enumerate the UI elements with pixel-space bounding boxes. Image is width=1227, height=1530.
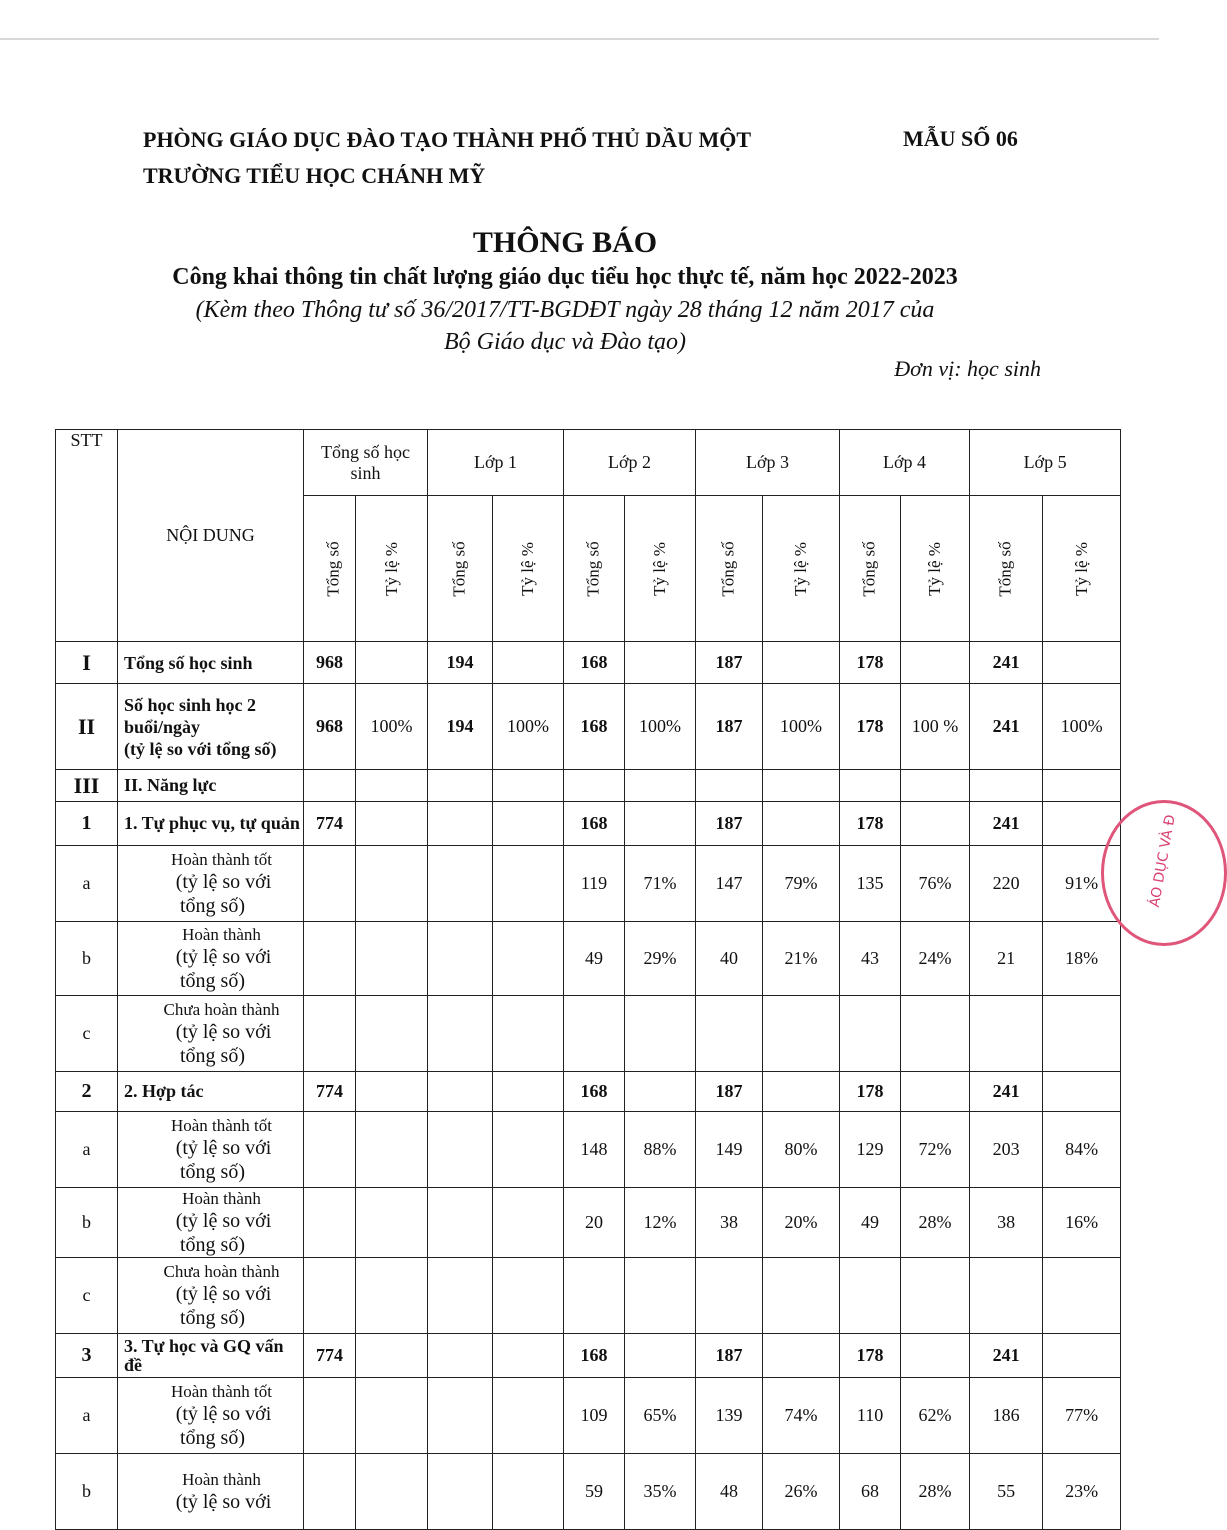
row-label-line: Số học sinh học 2 buổi/ngày [124, 694, 257, 737]
total-cell: 186 [970, 1378, 1043, 1454]
document-header [143, 122, 751, 194]
rate-cell: 28% [901, 1454, 970, 1530]
rate-cell [625, 802, 696, 846]
row-stt: II [56, 684, 118, 770]
rate-cell [493, 1378, 564, 1454]
rate-cell [493, 996, 564, 1072]
total-cell: 49 [564, 922, 625, 996]
rate-cell [356, 996, 428, 1072]
rate-cell [763, 996, 840, 1072]
total-cell: 168 [564, 802, 625, 846]
empty-cell [493, 770, 564, 802]
total-cell: 187 [696, 1334, 763, 1378]
rate-cell [356, 922, 428, 996]
sub-criterion-label [118, 996, 304, 1072]
sub-criterion-label [118, 1454, 304, 1530]
subheader-total-cell: Tổng số [696, 496, 763, 642]
rate-cell: 84% [1043, 1112, 1121, 1188]
row-stt: a [56, 1112, 118, 1188]
sub-label-line: tổng số) [180, 1306, 245, 1329]
total-cell: 194 [428, 642, 493, 684]
row-stt: b [56, 922, 118, 996]
empty-cell [901, 770, 970, 802]
table-row [56, 922, 1121, 996]
sub-label-line: Chưa hoàn thành [163, 1261, 280, 1281]
total-cell: 168 [564, 1072, 625, 1112]
row-label-line: (tỷ lệ so với tổng số) [124, 738, 277, 759]
empty-cell [304, 770, 356, 802]
total-cell: 968 [304, 684, 356, 770]
table-row [56, 1334, 1121, 1378]
sub-label-line: (tỷ lệ so với [175, 1490, 272, 1513]
row-stt: a [56, 846, 118, 922]
rate-cell: 12% [625, 1188, 696, 1258]
rate-cell [625, 1334, 696, 1378]
header-group-total: Tổng số học sinh [304, 430, 428, 496]
rate-cell: 20% [763, 1188, 840, 1258]
total-cell: 139 [696, 1378, 763, 1454]
rate-cell [356, 1454, 428, 1530]
sub-label-line: (tỷ lệ so với [175, 1136, 272, 1159]
row-stt: c [56, 1258, 118, 1334]
sub-criterion-label [118, 1112, 304, 1188]
sub-label-line: (tỷ lệ so với [175, 1282, 272, 1305]
rate-cell [493, 1454, 564, 1530]
total-cell: 109 [564, 1378, 625, 1454]
total-cell [564, 1258, 625, 1334]
rate-cell: 24% [901, 922, 970, 996]
subheader-rate-cell: Tỷ lệ % [625, 496, 696, 642]
total-cell: 774 [304, 802, 356, 846]
total-cell: 149 [696, 1112, 763, 1188]
empty-cell [1043, 770, 1121, 802]
rate-cell [763, 1258, 840, 1334]
rate-cell [901, 802, 970, 846]
total-cell: 129 [840, 1112, 901, 1188]
rate-cell [1043, 1072, 1121, 1112]
rate-cell [901, 996, 970, 1072]
rate-cell [763, 642, 840, 684]
total-cell [304, 1188, 356, 1258]
empty-cell [428, 770, 493, 802]
note-line-2: Bộ Giáo dục và Đào tạo) [444, 329, 686, 355]
total-cell: 55 [970, 1454, 1043, 1530]
sub-label-line: tổng số) [180, 1233, 245, 1256]
total-cell: 110 [840, 1378, 901, 1454]
total-cell: 178 [840, 684, 901, 770]
total-cell: 187 [696, 642, 763, 684]
rate-cell [493, 802, 564, 846]
total-cell: 38 [970, 1188, 1043, 1258]
total-cell: 178 [840, 1072, 901, 1112]
sub-criterion-label [118, 1378, 304, 1454]
rate-cell: 100% [493, 684, 564, 770]
sub-criterion-label [118, 922, 304, 996]
total-cell: 43 [840, 922, 901, 996]
subheader-total-cell: Tổng số [840, 496, 901, 642]
rate-cell [1043, 642, 1121, 684]
rate-cell: 21% [763, 922, 840, 996]
rate-cell [763, 1334, 840, 1378]
rate-cell: 77% [1043, 1378, 1121, 1454]
table-row [56, 642, 1121, 684]
sub-label-line: tổng số) [180, 894, 245, 917]
rate-cell [901, 642, 970, 684]
subheader-total-cell: Tổng số [970, 496, 1043, 642]
scan-edge-line [0, 38, 1159, 40]
total-cell [696, 1258, 763, 1334]
header-group-grade-2: Lớp 2 [564, 430, 696, 496]
school-name: TRƯỜNG TIỂU HỌC CHÁNH MỸ [143, 163, 486, 188]
rate-cell [625, 996, 696, 1072]
row-stt: III [56, 770, 118, 802]
total-cell [970, 996, 1043, 1072]
subheader-total-cell: Tổng số [564, 496, 625, 642]
total-cell [428, 1072, 493, 1112]
subheader-rate-cell: Tỷ lệ % [493, 496, 564, 642]
sub-label-line: Hoàn thành tốt [170, 849, 273, 869]
rate-cell: 91% [1043, 846, 1121, 922]
total-cell: 968 [304, 642, 356, 684]
total-cell: 21 [970, 922, 1043, 996]
total-cell [304, 1378, 356, 1454]
total-cell [304, 922, 356, 996]
rate-cell [901, 1072, 970, 1112]
rate-cell: 72% [901, 1112, 970, 1188]
total-cell: 774 [304, 1334, 356, 1378]
total-cell: 178 [840, 802, 901, 846]
rate-cell: 62% [901, 1378, 970, 1454]
rate-cell [493, 1112, 564, 1188]
row-stt: 1 [56, 802, 118, 846]
row-stt: 2 [56, 1072, 118, 1112]
empty-cell [763, 770, 840, 802]
total-cell [304, 1454, 356, 1530]
rate-cell [356, 1112, 428, 1188]
header-content: NỘI DUNG [118, 430, 304, 642]
official-stamp [1101, 800, 1227, 946]
table-row [56, 1378, 1121, 1454]
total-cell [564, 996, 625, 1072]
rate-cell: 35% [625, 1454, 696, 1530]
total-cell: 187 [696, 1072, 763, 1112]
subheader-rate-cell: Tỷ lệ % [356, 496, 428, 642]
rate-cell [493, 1334, 564, 1378]
rate-cell [356, 1378, 428, 1454]
rate-cell [1043, 996, 1121, 1072]
total-cell: 168 [564, 642, 625, 684]
total-cell: 241 [970, 802, 1043, 846]
row-stt: I [56, 642, 118, 684]
empty-cell [840, 770, 901, 802]
total-cell: 241 [970, 684, 1043, 770]
total-cell: 59 [564, 1454, 625, 1530]
total-cell: 241 [970, 1334, 1043, 1378]
subheader-total-cell: Tổng số [428, 496, 493, 642]
rate-cell [356, 846, 428, 922]
total-cell [304, 846, 356, 922]
table-row [56, 770, 1121, 802]
rate-cell [356, 802, 428, 846]
rate-cell: 65% [625, 1378, 696, 1454]
rate-cell [356, 1188, 428, 1258]
rate-cell [493, 1188, 564, 1258]
total-cell [840, 1258, 901, 1334]
header-group-grade-4: Lớp 4 [840, 430, 970, 496]
total-cell: 147 [696, 846, 763, 922]
empty-cell [564, 770, 625, 802]
total-cell: 203 [970, 1112, 1043, 1188]
rate-cell [625, 642, 696, 684]
total-cell [428, 1112, 493, 1188]
empty-cell [625, 770, 696, 802]
total-cell: 187 [696, 802, 763, 846]
rate-cell [356, 642, 428, 684]
rate-cell: 23% [1043, 1454, 1121, 1530]
form-number: MẪU SỐ 06 [903, 126, 1018, 151]
total-cell [428, 1454, 493, 1530]
rate-cell: 16% [1043, 1188, 1121, 1258]
total-cell: 241 [970, 642, 1043, 684]
table-row [56, 1188, 1121, 1258]
total-cell: 168 [564, 684, 625, 770]
table-row [56, 1258, 1121, 1334]
sub-criterion-label [118, 1188, 304, 1258]
row-stt: b [56, 1454, 118, 1530]
rate-cell: 79% [763, 846, 840, 922]
rate-cell [625, 1258, 696, 1334]
total-cell [304, 1112, 356, 1188]
rate-cell [493, 1258, 564, 1334]
rate-cell: 28% [901, 1188, 970, 1258]
sub-label-line: (tỷ lệ so với [175, 1402, 272, 1425]
total-cell: 48 [696, 1454, 763, 1530]
sub-label-line: Chưa hoàn thành [163, 999, 280, 1019]
total-cell: 119 [564, 846, 625, 922]
subheader-rate-cell: Tỷ lệ % [763, 496, 840, 642]
empty-cell [356, 770, 428, 802]
rate-cell: 18% [1043, 922, 1121, 996]
criterion-label: 2. Hợp tác [118, 1072, 304, 1112]
criterion-label: 1. Tự phục vụ, tự quản [118, 802, 304, 846]
rate-cell: 100% [763, 684, 840, 770]
total-cell [840, 996, 901, 1072]
rate-cell [356, 1334, 428, 1378]
total-cell [428, 996, 493, 1072]
row-stt: a [56, 1378, 118, 1454]
total-cell [304, 1258, 356, 1334]
rate-cell [901, 1334, 970, 1378]
sub-label-line: tổng số) [180, 1160, 245, 1183]
rate-cell [763, 1072, 840, 1112]
sub-label-line: (tỷ lệ so với [175, 945, 272, 968]
row-label [118, 684, 304, 770]
row-label: Tổng số học sinh [118, 642, 304, 684]
total-cell [970, 1258, 1043, 1334]
section-label: II. Năng lực [118, 770, 304, 802]
document-subtitle: Công khai thông tin chất lượng giáo dục tiểu học thực tế, năm học 2022-2023 [172, 264, 958, 290]
total-cell: 220 [970, 846, 1043, 922]
rate-cell [901, 1258, 970, 1334]
total-cell: 241 [970, 1072, 1043, 1112]
rate-cell: 80% [763, 1112, 840, 1188]
total-cell [304, 996, 356, 1072]
sub-label-line: tổng số) [180, 969, 245, 992]
rate-cell: 100% [625, 684, 696, 770]
total-cell: 194 [428, 684, 493, 770]
total-cell [428, 846, 493, 922]
subheader-rate-cell: Tỷ lệ % [901, 496, 970, 642]
table-row [56, 1072, 1121, 1112]
rate-cell [356, 1258, 428, 1334]
total-cell [428, 1188, 493, 1258]
rate-cell [1043, 1258, 1121, 1334]
unit-label: Đơn vị: học sinh [894, 356, 1041, 381]
table-row [56, 846, 1121, 922]
total-cell: 148 [564, 1112, 625, 1188]
criterion-label: 3. Tự học và GQ vấn đề [118, 1334, 304, 1378]
row-stt: c [56, 996, 118, 1072]
rate-cell [625, 1072, 696, 1112]
total-cell: 38 [696, 1188, 763, 1258]
total-cell [428, 1258, 493, 1334]
total-cell: 49 [840, 1188, 901, 1258]
table-row [56, 802, 1121, 846]
header-group-grade-3: Lớp 3 [696, 430, 840, 496]
table-row [56, 684, 1121, 770]
empty-cell [970, 770, 1043, 802]
sub-label-line: Hoàn thành [182, 924, 261, 944]
row-stt: b [56, 1188, 118, 1258]
subheader-rate-cell: Tỷ lệ % [1043, 496, 1121, 642]
subheader-total-cell: Tổng số [304, 496, 356, 642]
sub-label-line: Hoàn thành tốt [170, 1115, 273, 1135]
document-title: THÔNG BÁO [472, 226, 658, 259]
rate-cell: 100 % [901, 684, 970, 770]
legal-reference-note [0, 294, 1130, 358]
total-cell [696, 996, 763, 1072]
department-name: PHÒNG GIÁO DỤC ĐÀO TẠO THÀNH PHỐ THỦ DẦU MỘT [143, 127, 752, 152]
sub-label-line: (tỷ lệ so với [175, 1020, 272, 1043]
rate-cell: 71% [625, 846, 696, 922]
sub-label-line: tổng số) [180, 1426, 245, 1449]
total-cell [428, 922, 493, 996]
rate-cell [1043, 1334, 1121, 1378]
header-stt: STT [56, 430, 118, 642]
rate-cell [493, 1072, 564, 1112]
sub-label-line: Hoàn thành [182, 1188, 261, 1208]
quality-table [55, 429, 1121, 1530]
header-group-grade-1: Lớp 1 [428, 430, 564, 496]
sub-label-line: Hoàn thành tốt [170, 1381, 273, 1401]
table-row [56, 1112, 1121, 1188]
sub-criterion-label [118, 1258, 304, 1334]
total-cell [428, 1334, 493, 1378]
sub-label-line: Hoàn thành [182, 1469, 261, 1489]
table-row [56, 1454, 1121, 1530]
total-cell: 40 [696, 922, 763, 996]
total-cell: 187 [696, 684, 763, 770]
total-cell: 178 [840, 1334, 901, 1378]
sub-label-line: tổng số) [180, 1044, 245, 1067]
rate-cell [493, 642, 564, 684]
rate-cell [356, 1072, 428, 1112]
rate-cell [763, 802, 840, 846]
rate-cell [493, 846, 564, 922]
total-cell: 68 [840, 1454, 901, 1530]
total-cell: 168 [564, 1334, 625, 1378]
rate-cell: 100% [1043, 684, 1121, 770]
sub-criterion-label [118, 846, 304, 922]
stamp-text: ÁO DỤC VÀ Đ [1146, 813, 1179, 909]
table-header-row-1 [56, 430, 1121, 496]
total-cell: 178 [840, 642, 901, 684]
rate-cell: 29% [625, 922, 696, 996]
rate-cell: 26% [763, 1454, 840, 1530]
row-stt: 3 [56, 1334, 118, 1378]
total-cell: 20 [564, 1188, 625, 1258]
sub-label-line: (tỷ lệ so với [175, 1209, 272, 1232]
note-line-1: (Kèm theo Thông tư số 36/2017/TT-BGDĐT ngày 28 tháng 12 năm 2017 của [195, 297, 935, 323]
rate-cell: 88% [625, 1112, 696, 1188]
empty-cell [696, 770, 763, 802]
rate-cell: 74% [763, 1378, 840, 1454]
table-row [56, 996, 1121, 1072]
header-group-grade-5: Lớp 5 [970, 430, 1121, 496]
rate-cell: 100% [356, 684, 428, 770]
total-cell [428, 802, 493, 846]
rate-cell [493, 922, 564, 996]
rate-cell: 76% [901, 846, 970, 922]
sub-label-line: (tỷ lệ so với [175, 870, 272, 893]
total-cell: 135 [840, 846, 901, 922]
total-cell [428, 1378, 493, 1454]
total-cell: 774 [304, 1072, 356, 1112]
